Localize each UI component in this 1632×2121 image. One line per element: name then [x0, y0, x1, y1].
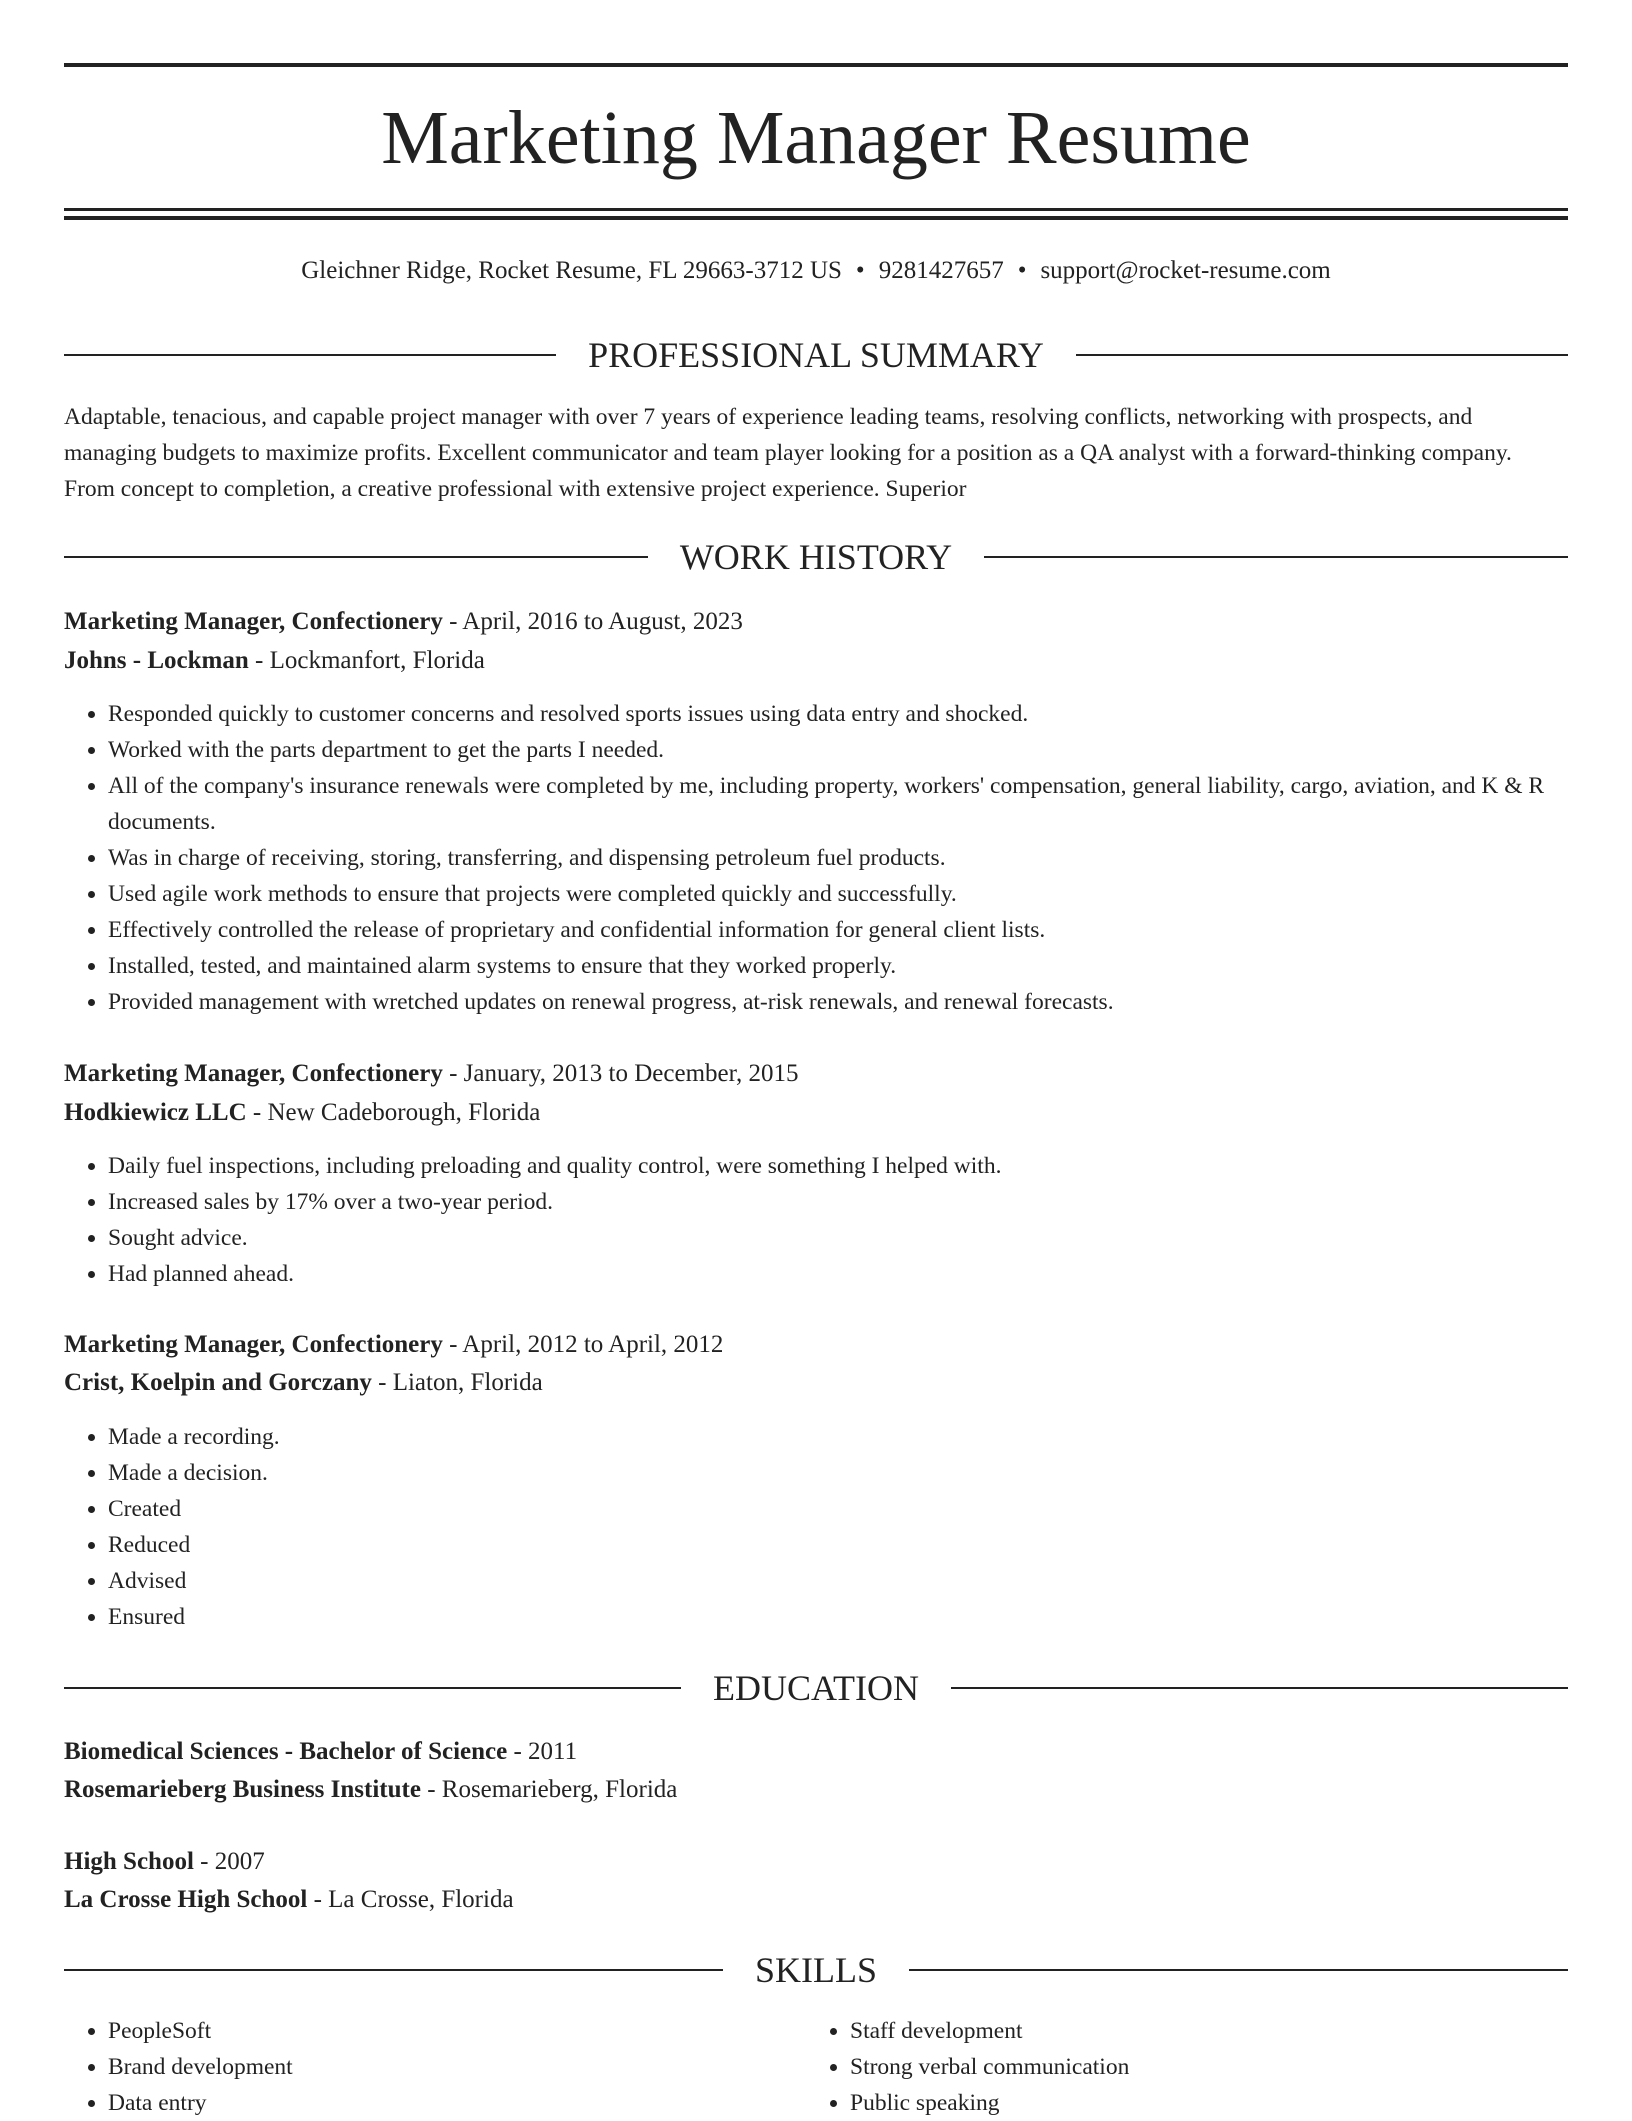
skills-heading	[64, 1948, 1568, 1992]
list-item: • Daily fuel inspections, including preloading and quality control, were something I helped with.	[108, 1148, 1568, 1184]
list-item: • Made a recording.	[108, 1419, 1568, 1455]
heading-rule-left	[64, 1969, 723, 1971]
job-title: Marketing Manager, Confectionery	[64, 608, 443, 635]
top-rule	[64, 63, 1568, 67]
heading-rule-right	[909, 1969, 1568, 1971]
heading-rule-left	[64, 354, 556, 356]
job-company-line	[64, 1093, 1568, 1133]
education-location: - Rosemarieberg, Florida	[420, 1776, 678, 1803]
contact-email: support@rocket-resume.com	[1040, 257, 1331, 284]
education-location: - La Crosse, Florida	[307, 1886, 514, 1913]
job-dates: - April, 2016 to August, 2023	[442, 608, 743, 635]
job-company-line	[64, 1363, 1568, 1403]
heading-rule-right	[951, 1687, 1568, 1689]
list-item: • Responded quickly to customer concerns and resolved sports issues using data entry and shocked.	[108, 696, 1568, 732]
contact-separator: •	[855, 257, 865, 284]
job-title: Marketing Manager, Confectionery	[64, 1331, 443, 1358]
contact-line	[64, 254, 1568, 288]
summary-text: Adaptable, tenacious, and capable project manager with over 7 years of experience leading teams, resolving conflicts, networking with prospects, and managing budgets to maximize profits. Excellent communicator and team player looking for a position as a QA analyst with a forward-thinking company. From concept to completion, a creative professional with extensive project experience. Superior	[64, 404, 1512, 502]
list-item: • Staff development	[850, 2013, 1632, 2049]
contact-address: Gleichner Ridge, Rocket Resume, FL 29663-3712 US	[301, 257, 842, 284]
list-item: • All of the company's insurance renewals were completed by me, including property, workers' compensation, general liability, cargo, aviation, and K & R documents.	[108, 768, 1568, 840]
list-item: • Public speaking	[850, 2085, 1632, 2121]
education-year: - 2007	[193, 1848, 265, 1875]
list-item: • Reduced	[108, 1527, 1568, 1563]
list-item: • Data entry	[108, 2085, 1568, 2121]
list-item: • Brand development	[108, 2049, 1568, 2085]
education-degree: Biomedical Sciences - Bachelor of Science	[64, 1738, 508, 1765]
job-bullets	[64, 696, 1568, 1020]
job-company: Hodkiewicz LLC	[64, 1099, 247, 1126]
job-location: - Liaton, Florida	[371, 1369, 543, 1396]
list-item: • Strong verbal communication	[850, 2049, 1632, 2085]
heading-rule-left	[64, 1687, 681, 1689]
education-school: La Crosse High School	[64, 1886, 308, 1913]
education-degree: High School	[64, 1848, 194, 1875]
double-rule-upper	[64, 208, 1568, 211]
heading-rule-left	[64, 556, 648, 558]
summary-heading-text: PROFESSIONAL SUMMARY	[588, 335, 1044, 375]
contact-phone: 9281427657	[878, 257, 1004, 284]
skills-list-right	[806, 2013, 1632, 2121]
list-item: • Had planned ahead.	[108, 1256, 1568, 1292]
work-history-heading	[64, 535, 1568, 579]
education-school-line	[64, 1880, 1568, 1920]
job-title-line	[64, 602, 1568, 642]
list-item: • Advised	[108, 1563, 1568, 1599]
education-school-line	[64, 1770, 1568, 1810]
job-dates: - April, 2012 to April, 2012	[442, 1331, 724, 1358]
skills-heading-text: SKILLS	[755, 1950, 878, 1990]
list-item: • Worked with the parts department to get the parts I needed.	[108, 732, 1568, 768]
job-company: Crist, Koelpin and Gorczany	[64, 1369, 372, 1396]
list-item: • Was in charge of receiving, storing, transferring, and dispensing petroleum fuel products.	[108, 840, 1568, 876]
list-item: • PeopleSoft	[108, 2013, 1568, 2049]
summary-heading	[64, 333, 1568, 377]
education-heading	[64, 1666, 1568, 1710]
education-school: Rosemarieberg Business Institute	[64, 1776, 421, 1803]
list-item: • Created	[108, 1491, 1568, 1527]
list-item: • Installed, tested, and maintained alarm systems to ensure that they worked properly.	[108, 948, 1568, 984]
list-item: • Made a decision.	[108, 1455, 1568, 1491]
job-title-line	[64, 1054, 1568, 1094]
heading-rule-right	[984, 556, 1568, 558]
list-item: • Sought advice.	[108, 1220, 1568, 1256]
education-year: - 2011	[507, 1738, 578, 1765]
job-title-line	[64, 1325, 1568, 1365]
job-bullets	[64, 1148, 1568, 1292]
job-company-line	[64, 641, 1568, 681]
job-bullets	[64, 1419, 1568, 1635]
list-item: • Provided management with wretched updates on renewal progress, at-risk renewals, and renewal forecasts.	[108, 984, 1568, 1020]
resume-title: Marketing Manager Resume	[381, 96, 1251, 180]
job-location: - Lockmanfort, Florida	[248, 647, 485, 674]
education-degree-line	[64, 1842, 1568, 1882]
work-history-heading-text: WORK HISTORY	[679, 537, 953, 577]
education-degree-line	[64, 1732, 1568, 1772]
heading-rule-right	[1076, 354, 1568, 356]
list-item: • Ensured	[108, 1599, 1568, 1635]
double-rule-lower	[64, 216, 1568, 220]
list-item: • Increased sales by 17% over a two-year period.	[108, 1184, 1568, 1220]
education-heading-text: EDUCATION	[713, 1668, 919, 1708]
list-item: • Effectively controlled the release of proprietary and confidential information for general client lists.	[108, 912, 1568, 948]
contact-separator: •	[1017, 257, 1027, 284]
list-item: • Used agile work methods to ensure that projects were completed quickly and successfully.	[108, 876, 1568, 912]
job-location: - New Cadeborough, Florida	[246, 1099, 541, 1126]
job-dates: - January, 2013 to December, 2015	[442, 1060, 799, 1087]
job-title: Marketing Manager, Confectionery	[64, 1060, 443, 1087]
job-company: Johns - Lockman	[64, 647, 249, 674]
